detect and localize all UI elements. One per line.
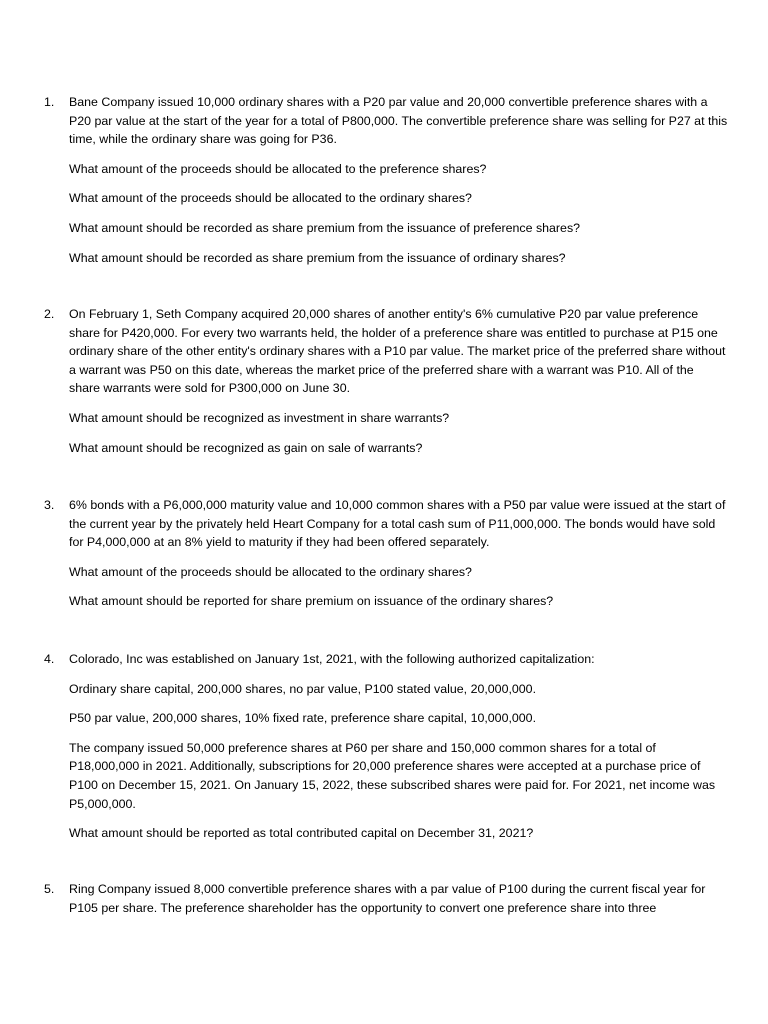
question: What amount should be reported as total contributed capital on December 31, 2021? — [69, 826, 534, 841]
question: What amount of the proceeds should be allocated to the preference shares? — [69, 161, 487, 176]
problem-2 — [44, 305, 728, 457]
problem-number: 5. — [44, 882, 55, 896]
question: What amount should be recognized as gain on sale of warrants? — [69, 440, 423, 455]
problem-5 — [44, 880, 728, 917]
problem-3 — [44, 496, 728, 611]
problem-text: Colorado, Inc was established on January 1st, 2021, with the following authorized capitalization: — [69, 652, 595, 666]
question: What amount should be recognized as investment in share warrants? — [69, 410, 450, 425]
problem-number: 2. — [44, 307, 55, 321]
problem-4 — [44, 650, 728, 843]
problem-text: Ring Company issued 8,000 convertible preference shares with a par value of P100 during the current fiscal year for P105 per share. The preference shareholder has the opportunity to convert one preference share into three — [69, 882, 706, 915]
problem-1 — [44, 93, 728, 267]
question: What amount should be recorded as share premium from the issuance of ordinary shares? — [69, 250, 566, 265]
problem-text: The company issued 50,000 preference shares at P60 per share and 150,000 common shares for a total of P18,000,000 in 2021. Additionally, subscriptions for 20,000 preference shares were accepted at a purchase price of P100 on December 15, 2021. On January 15, 2022, these subscribed shares were paid for. For 2021, net income was P5,000,000. — [69, 740, 716, 811]
question: What amount should be reported for share premium on issuance of the ordinary shares? — [69, 594, 554, 609]
problem-text: 6% bonds with a P6,000,000 maturity value and 10,000 common shares with a P50 par value were issued at the start of the current year by the privately held Heart Company for a total cash sum of P11,000,000. The bonds would have sold for P4,000,000 at an 8% yield to maturity if they had been offered separately. — [69, 498, 726, 550]
capitalization-line: P50 par value, 200,000 shares, 10% fixed rate, preference share capital, 10,000,000. — [69, 711, 537, 726]
problem-number: 3. — [44, 498, 55, 512]
question: What amount should be recorded as share premium from the issuance of preference shares? — [69, 220, 581, 235]
capitalization-line: Ordinary share capital, 200,000 shares, no par value, P100 stated value, 20,000,000. — [69, 681, 537, 696]
question: What amount of the proceeds should be allocated to the ordinary shares? — [69, 564, 472, 579]
problem-number: 4. — [44, 652, 55, 666]
question: What amount of the proceeds should be allocated to the ordinary shares? — [69, 191, 472, 206]
problem-text: Bane Company issued 10,000 ordinary shares with a P20 par value and 20,000 convertible preference shares with a P20 par value at the start of the year for a total of P800,000. The convertible preference share was selling for P27 at this time, while the ordinary share was going for P36. — [69, 95, 728, 147]
problem-text: On February 1, Seth Company acquired 20,000 shares of another entity's 6% cumulative P20 par value preference share for P420,000. For every two warrants held, the holder of a preference share was entitled to purchase at P15 one ordinary share of the other entity's ordinary shares with a P10 par value. The market price of the preferred share without a warrant was P50 on this date, whereas the market price of the preferred share with a warrant was P10. All of the share warrants were sold for P300,000 on June 30. — [69, 307, 726, 396]
problem-number: 1. — [44, 95, 55, 109]
